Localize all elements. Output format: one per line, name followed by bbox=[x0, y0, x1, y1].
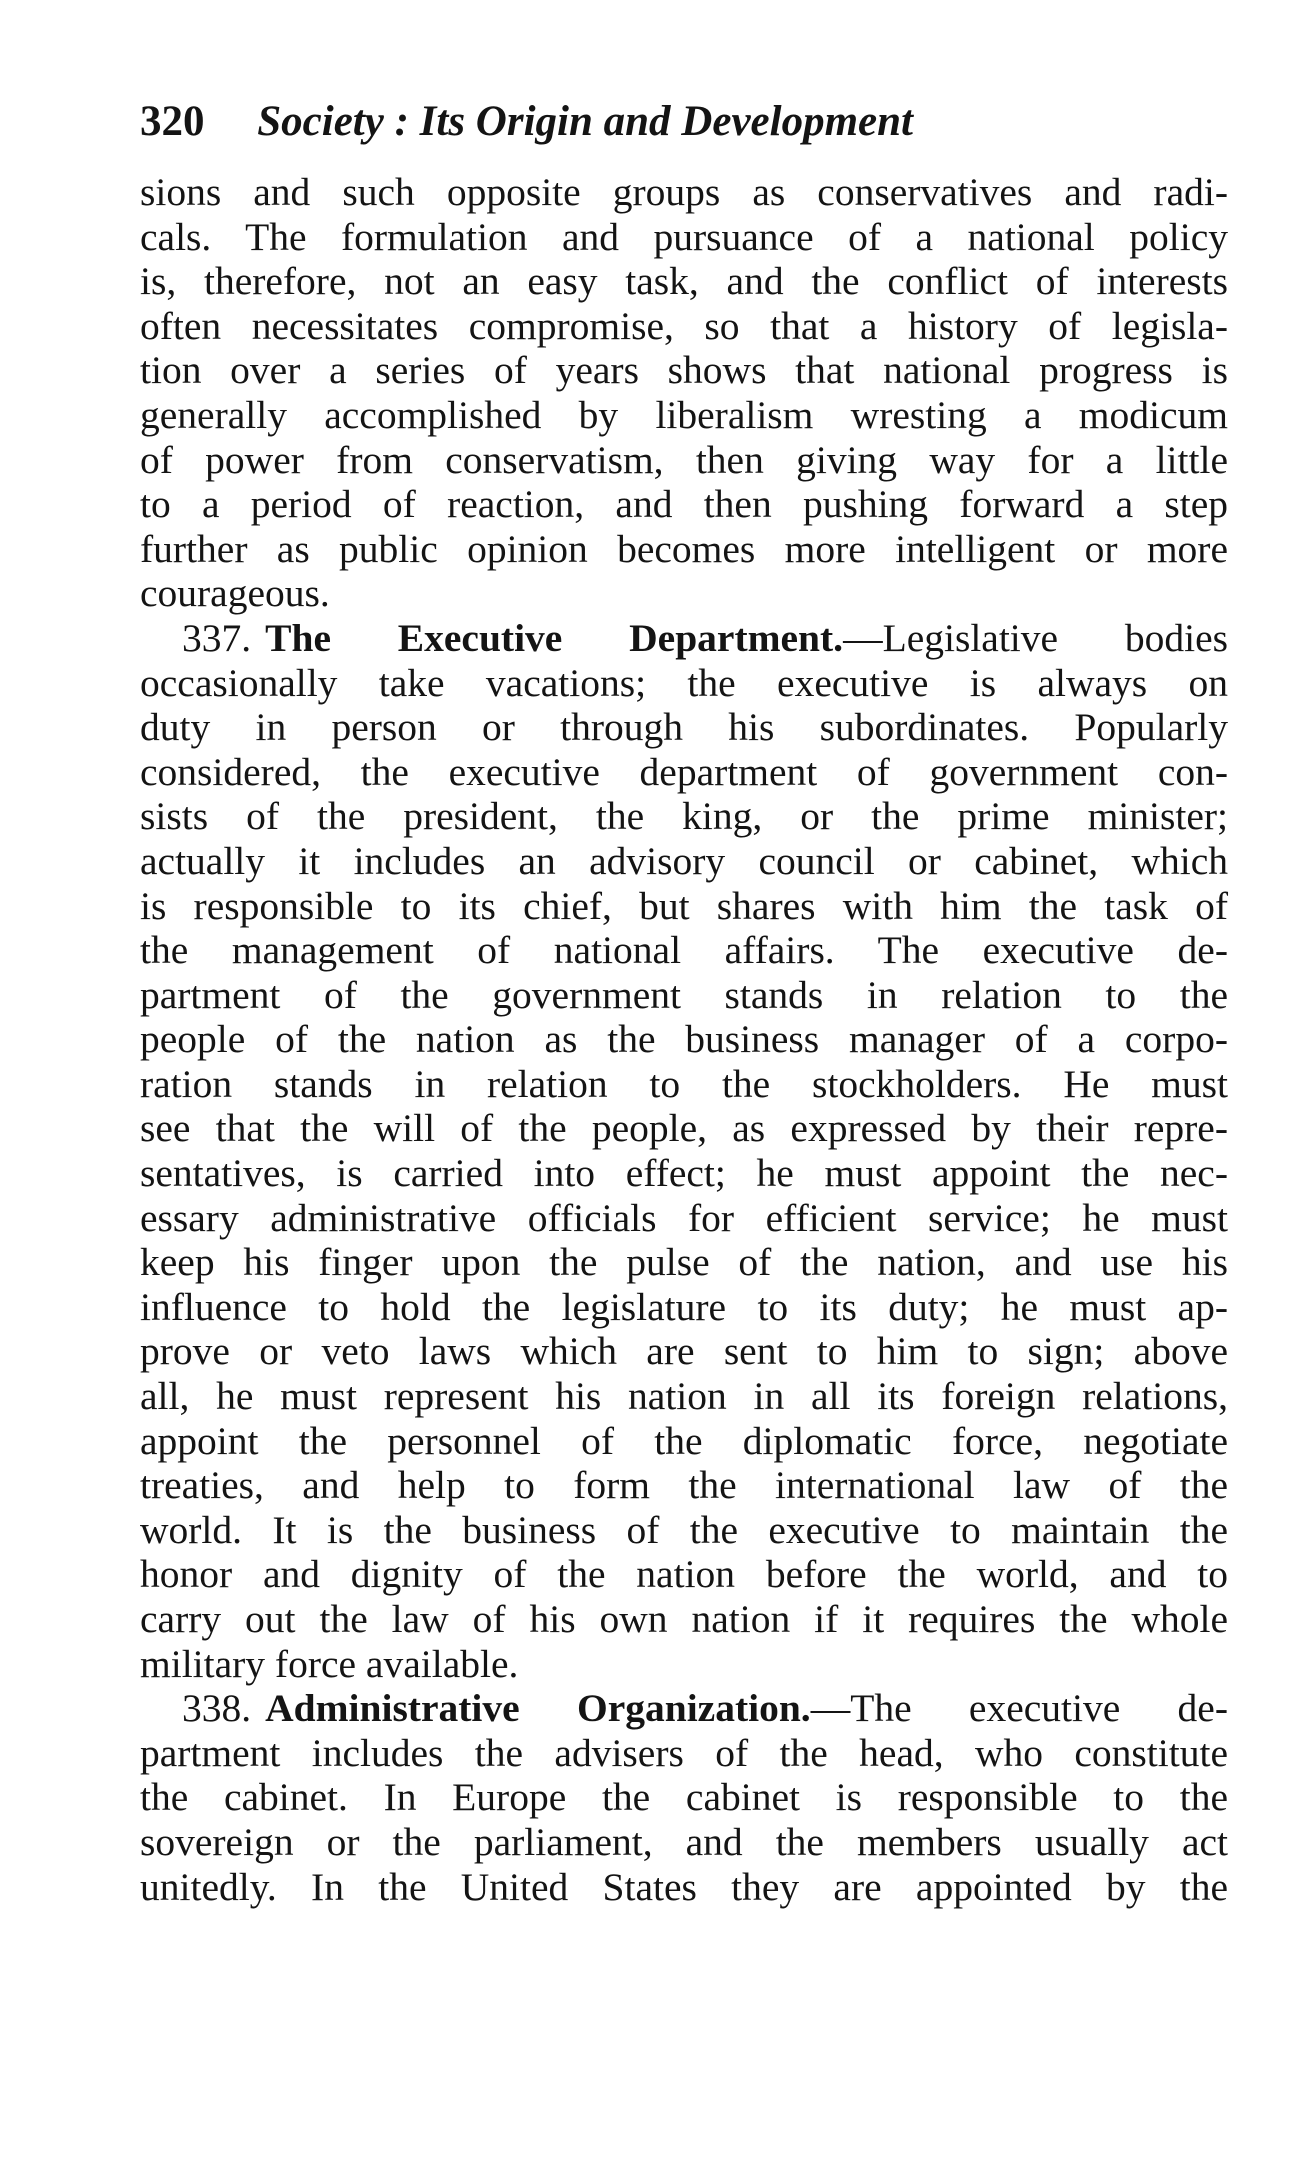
text-line: further as public opinion becomes more intelligent or more bbox=[140, 526, 1228, 571]
text-line: tion over a series of years shows that national progress is bbox=[140, 348, 1228, 393]
text-line: partment includes the advisers of the head, who constitute bbox=[140, 1730, 1228, 1775]
text-line: prove or veto laws which are sent to him to sign; above bbox=[140, 1329, 1228, 1374]
page-number: 320 bbox=[140, 98, 205, 145]
section-heading: Administrative Organization. bbox=[265, 1686, 811, 1731]
text-line: to a period of reaction, and then pushing forward a step bbox=[140, 482, 1228, 527]
section-number: 338. bbox=[182, 1686, 252, 1731]
text-line: is, therefore, not an easy task, and the conflict of interests bbox=[140, 259, 1228, 304]
text-line: sovereign or the parliament, and the members usually act bbox=[140, 1819, 1228, 1864]
section-first-line-text: —The executive de- bbox=[810, 1686, 1228, 1731]
running-head bbox=[140, 92, 1228, 170]
text-line: partment of the government stands in relation to the bbox=[140, 972, 1228, 1017]
book-title: Society : Its Origin and Development bbox=[257, 98, 913, 145]
book-page bbox=[140, 92, 1228, 1909]
section-first-line bbox=[140, 616, 1228, 661]
text-line: is responsible to its chief, but shares with him the task of bbox=[140, 883, 1228, 928]
text-line: military force available. bbox=[140, 1641, 519, 1686]
text-line: essary administrative officials for efficient service; he must bbox=[140, 1195, 1228, 1240]
text-line: cals. The formulation and pursuance of a national policy bbox=[140, 214, 1228, 259]
text-line: appoint the personnel of the diplomatic force, negotiate bbox=[140, 1418, 1228, 1463]
text-line: often necessitates compromise, so that a history of legisla- bbox=[140, 303, 1228, 348]
text-line: keep his finger upon the pulse of the nation, and use his bbox=[140, 1240, 1228, 1285]
section-heading: The Executive Department. bbox=[265, 615, 844, 660]
text-line: actually it includes an advisory council or cabinet, which bbox=[140, 838, 1228, 883]
text-line: the cabinet. In Europe the cabinet is responsible to the bbox=[140, 1775, 1228, 1820]
text-line: courageous. bbox=[140, 571, 330, 616]
text-line: duty in person or through his subordinates. Popularly bbox=[140, 705, 1228, 750]
text-line: world. It is the business of the executive to maintain the bbox=[140, 1507, 1228, 1552]
text-line: people of the nation as the business manager of a corpo- bbox=[140, 1017, 1228, 1062]
section-337 bbox=[140, 616, 1228, 1686]
text-line: see that the will of the people, as expressed by their repre- bbox=[140, 1106, 1228, 1151]
text-line: generally accomplished by liberalism wresting a modicum bbox=[140, 392, 1228, 437]
text-line: all, he must represent his nation in all its foreign relations, bbox=[140, 1374, 1228, 1419]
text-line: considered, the executive department of government con- bbox=[140, 749, 1228, 794]
continuation-paragraph bbox=[140, 170, 1228, 616]
section-338 bbox=[140, 1686, 1228, 1909]
text-line: sentatives, is carried into effect; he must appoint the nec- bbox=[140, 1151, 1228, 1196]
text-line: the management of national affairs. The executive de- bbox=[140, 928, 1228, 973]
text-line: honor and dignity of the nation before the world, and to bbox=[140, 1552, 1228, 1597]
text-line: sists of the president, the king, or the prime minister; bbox=[140, 794, 1228, 839]
body-text bbox=[140, 170, 1228, 1909]
text-line: sions and such opposite groups as conservatives and radi- bbox=[140, 170, 1228, 214]
section-first-line-text: —Legislative bodies bbox=[843, 615, 1229, 660]
text-line: ration stands in relation to the stockholders. He must bbox=[140, 1061, 1228, 1106]
section-first-line bbox=[140, 1686, 1228, 1731]
text-line: carry out the law of his own nation if it requires the whole bbox=[140, 1597, 1228, 1641]
text-line: influence to hold the legislature to its duty; he must ap- bbox=[140, 1284, 1228, 1329]
text-line: treaties, and help to form the international law of the bbox=[140, 1463, 1228, 1508]
section-number: 337. bbox=[182, 615, 252, 660]
text-line: unitedly. In the United States they are appointed by the bbox=[140, 1864, 1228, 1909]
text-line: occasionally take vacations; the executive is always on bbox=[140, 660, 1228, 705]
text-line: of power from conservatism, then giving way for a little bbox=[140, 437, 1228, 482]
